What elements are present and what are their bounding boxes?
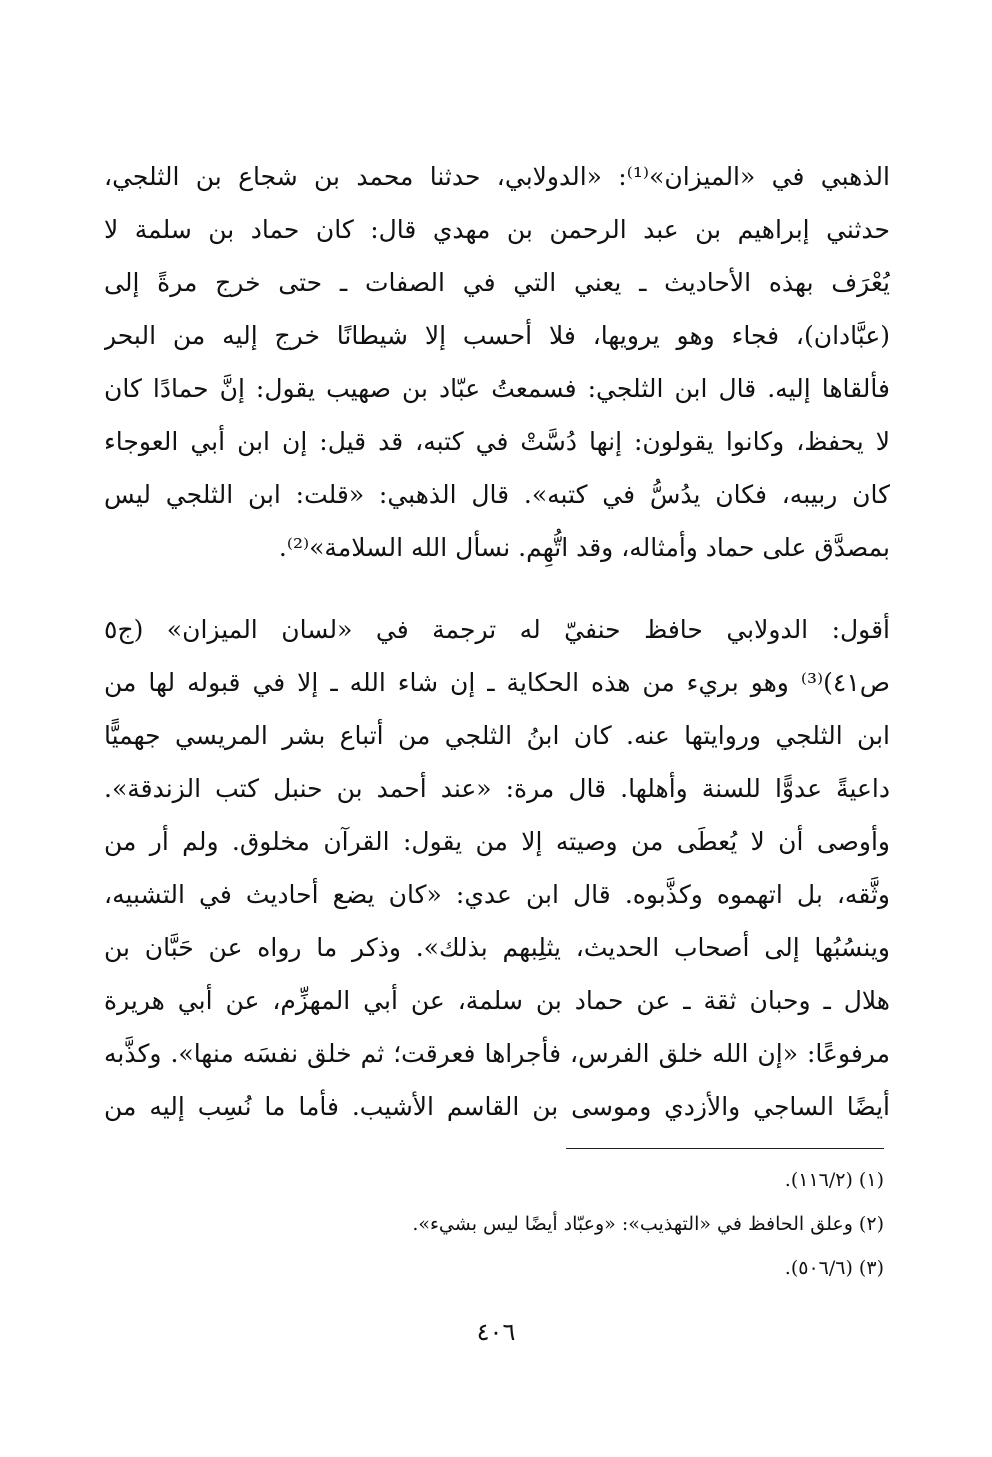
text-line: ابن الثلجي وروايتها عنه. كان ابنُ الثلجي من أتباع بشر المريسي جهميًّا: [104, 721, 890, 750]
text-line: هلال ـ وحبان ثقة ـ عن حماد بن سلمة، عن أبي المهزِّم، عن أبي هريرة: [104, 986, 890, 1015]
text-line: كان ربيبه، فكان يدُسُّ في كتبه». قال الذهبي: «قلت: ابن الثلجي ليس: [104, 480, 890, 509]
text-line: يُعْرَف بهذه الأحاديث ـ يعني التي في الصفات ـ حتى خرج مرةً إلى: [104, 268, 890, 297]
footnote-2: (٢) وعلق الحافظ في «التهذيب»: «وعبّاد أيضًا ليس بشيء».: [412, 1213, 884, 1235]
footnote-1: (١) (١١٦/٢).: [784, 1169, 884, 1191]
page-number: ٤٠٦: [476, 1318, 516, 1346]
text-line: (عبَّادان)، فجاء وهو يرويها، فلا أحسب إلا شيطانًا خرج إليه من البحر: [104, 321, 890, 350]
text-line: وينسُبُها إلى أصحاب الحديث، يثلِبهم بذلك». وذكر ما رواه عن حَبَّان بن: [104, 933, 890, 962]
footnote-divider: [566, 1148, 884, 1149]
text-line: مرفوعًا: «إن الله خلق الفرس، فأجراها فعرقت؛ ثم خلق نفسَه منها». وكذَّبه: [104, 1039, 890, 1068]
text-line: أيضًا الساجي والأزدي وموسى بن القاسم الأشيب. فأما ما نُسِب إليه من: [104, 1092, 890, 1121]
text-line: وثَّقه، بل اتهموه وكذَّبوه. قال ابن عدي: «كان يضع أحاديث في التشبيه،: [104, 880, 890, 909]
text-line: ص٤١)⁽³⁾ وهو بريء من هذه الحكاية ـ إن شاء الله ـ إلا في قبوله لها من: [104, 668, 890, 697]
text-line: حدثني إبراهيم بن عبد الرحمن بن مهدي قال: كان حماد بن سلمة لا: [104, 215, 890, 244]
text-line: وأوصى أن لا يُعطَى من وصيته إلا من يقول: القرآن مخلوق. ولم أر من: [104, 827, 890, 856]
text-line: أقول: الدولابي حافظ حنفيّ له ترجمة في «لسان الميزان» (ج٥: [104, 615, 890, 644]
text-line: فألقاها إليه. قال ابن الثلجي: فسمعتُ عبّاد بن صهيب يقول: إنَّ حمادًا كان: [104, 374, 890, 403]
text-line: داعيةً عدوًّا للسنة وأهلها. قال مرة: «عند أحمد بن حنبل كتب الزندقة».: [104, 774, 890, 803]
text-line: بمصدَّق على حماد وأمثاله، وقد اتُّهِم. نسأل الله السلامة»⁽²⁾.: [278, 533, 890, 562]
paragraph-2: [104, 603, 890, 1133]
footnote-3: (٣) (٥٠٦/٦).: [784, 1257, 884, 1279]
footnotes: [320, 1158, 884, 1290]
text-line: الذهبي في «الميزان»⁽¹⁾: «الدولابي، حدثنا محمد بن شجاع بن الثلجي،: [104, 162, 890, 191]
text-line: لا يحفظ، وكانوا يقولون: إنها دُسَّتْ في كتبه، قد قيل: إن ابن أبي العوجاء: [104, 427, 890, 456]
paragraph-1: [104, 150, 890, 574]
